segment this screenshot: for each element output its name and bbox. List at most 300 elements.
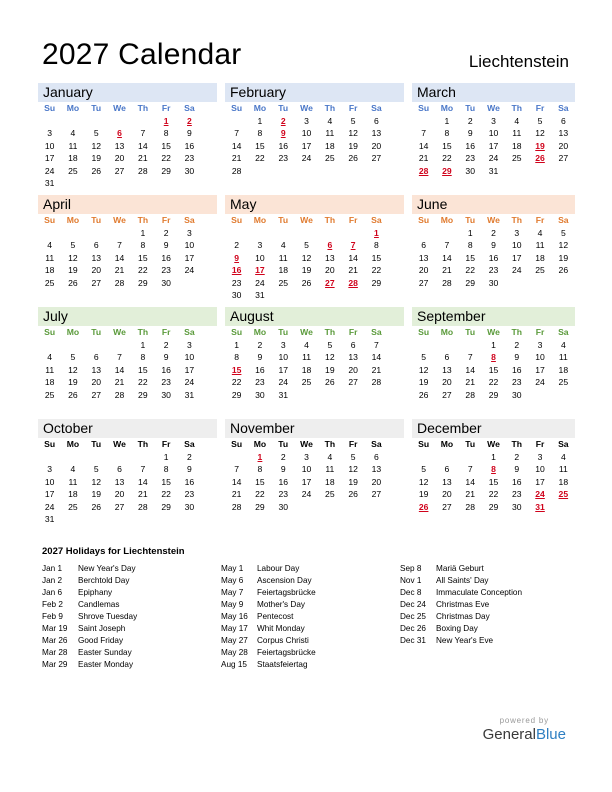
weekday-label: Sa [184,439,195,449]
day-cell: 18 [535,252,545,263]
day-cell: 11 [68,476,78,487]
empty-day [154,513,177,525]
weekday-label: We [487,439,500,449]
holiday-name: Candlemas [78,600,120,609]
day-cell: 27 [442,389,452,400]
day-cell: 25 [535,265,545,276]
day-cell: 29 [488,501,499,512]
holiday-date: May 9 [221,600,244,609]
holiday-column [400,563,522,647]
holiday-day-cell: 26 [535,153,545,164]
day-cell: 21 [114,377,125,388]
holiday-item [400,623,522,635]
empty-day [61,115,84,127]
day-cell: 2 [257,340,263,350]
holiday-item [221,623,316,635]
weekday-label: Su [44,215,56,225]
day-cell: 19 [558,252,569,263]
day-cell: 5 [421,352,427,363]
day-cell: 13 [348,352,358,363]
holiday-item [42,563,137,575]
day-cell: 28 [465,501,475,512]
empty-day [85,339,108,351]
day-cell: 21 [418,153,429,164]
day-cell: 5 [350,116,356,126]
holiday-day-cell: 6 [327,240,333,251]
day-cell: 11 [512,128,522,139]
day-cell: 5 [70,240,76,251]
day-cell: 24 [184,377,195,388]
day-cell: 6 [117,464,122,475]
empty-day [178,513,201,525]
empty-day [318,227,341,239]
brand-logo[interactable] [483,716,566,743]
week-row [412,264,575,276]
holiday-name: Immaculate Conception [436,588,523,597]
holiday-item [42,587,137,599]
day-cell: 4 [327,452,333,462]
week-row [38,476,217,488]
holiday-item [221,575,316,587]
day-cell: 12 [301,252,312,263]
weekday-label: Tu [91,327,102,337]
month-march [412,83,575,177]
day-cell: 1 [163,452,169,462]
day-cell: 20 [91,377,102,388]
week-row [38,152,217,164]
holiday-name: All Saints' Day [436,576,489,585]
powered-by-text: powered by [499,716,549,725]
day-cell: 25 [44,277,55,288]
holiday-name: Ascension Day [257,576,312,585]
day-cell: 16 [488,252,499,263]
day-cell: 21 [231,489,242,500]
weekday-label: We [487,327,500,337]
day-cell: 3 [514,228,520,238]
day-cell: 3 [304,452,309,462]
day-cell: 24 [535,377,545,388]
weekday-label: Mo [253,327,267,337]
empty-day [85,177,108,189]
weekday-label: Su [418,327,430,337]
empty-day [295,501,318,513]
day-cell: 24 [44,501,55,512]
weekday-label: Sa [558,439,569,449]
holiday-day-cell: 16 [231,265,242,276]
day-cell: 9 [514,352,520,363]
day-cell: 24 [488,153,499,164]
week-row [38,339,217,351]
holiday-name: Boxing Day [436,624,478,633]
empty-day [459,339,482,351]
day-cell: 4 [47,240,53,251]
day-cell: 11 [558,464,568,475]
day-cell: 20 [348,364,358,375]
day-cell: 10 [301,128,312,139]
day-cell: 25 [68,501,78,512]
day-cell: 7 [467,464,473,475]
empty-day [435,339,458,351]
weekday-label: Tu [278,439,289,449]
month-name: June [412,195,575,214]
empty-day [61,227,84,239]
empty-day [85,227,108,239]
day-cell: 17 [535,476,545,487]
day-cell: 11 [325,464,335,475]
weekday-label: Mo [440,439,454,449]
day-cell: 13 [325,252,335,263]
week-row [225,501,404,513]
day-cell: 27 [348,377,358,388]
day-cell: 8 [163,128,169,139]
day-cell: 8 [234,352,240,363]
day-cell: 9 [467,128,473,139]
holiday-day-cell: 25 [558,489,569,500]
day-cell: 17 [44,153,55,164]
month-november [225,419,404,513]
day-cell: 29 [161,501,171,512]
day-cell: 13 [91,364,102,375]
holiday-day-cell: 1 [163,116,169,126]
day-cell: 11 [45,252,55,263]
weekday-label: We [113,327,126,337]
day-cell: 15 [465,252,475,263]
day-cell: 21 [465,377,475,388]
holiday-item [221,647,316,659]
holiday-date: May 1 [221,564,244,573]
holiday-name: Feiertagsbrücke [257,588,316,597]
day-cell: 24 [255,277,265,288]
empty-day [412,115,435,127]
day-cell: 2 [187,452,192,462]
day-cell: 20 [558,140,569,151]
holiday-date: Feb 9 [42,612,63,621]
week-row [225,289,404,301]
day-cell: 12 [418,364,429,375]
day-cell: 2 [234,240,240,251]
day-cell: 18 [558,364,569,375]
holiday-item [42,647,137,659]
holiday-name: New Year's Eve [436,636,494,645]
weekday-label: Th [324,439,336,449]
day-cell: 13 [91,252,102,263]
day-cell: 26 [325,377,335,388]
day-cell: 16 [184,140,195,151]
weekday-label: Th [511,215,523,225]
empty-day [552,165,575,177]
holiday-item [42,635,137,647]
day-cell: 23 [255,377,265,388]
day-cell: 18 [68,153,78,164]
weekday-label: Mo [66,439,80,449]
day-cell: 13 [442,476,452,487]
day-cell: 28 [114,277,125,288]
holiday-column [42,563,137,671]
month-august [225,307,404,401]
holiday-date: May 27 [221,636,248,645]
empty-day [272,165,295,177]
day-cell: 15 [442,140,452,151]
month-may [225,195,404,301]
holiday-item [42,623,137,635]
day-cell: 2 [491,228,496,238]
day-cell: 28 [465,389,475,400]
day-cell: 1 [140,340,146,350]
day-cell: 14 [138,476,148,487]
empty-day [552,389,575,401]
day-cell: 28 [371,377,382,388]
holiday-item [221,563,316,575]
day-cell: 1 [491,340,496,350]
day-cell: 26 [68,277,78,288]
day-cell: 27 [114,501,125,512]
month-february [225,83,404,177]
day-cell: 18 [68,489,78,500]
week-row [412,451,575,463]
day-cell: 7 [117,352,122,363]
weekday-label: Th [137,103,149,113]
day-cell: 16 [511,364,522,375]
day-cell: 8 [374,240,379,251]
day-cell: 9 [491,240,496,251]
week-row [412,501,575,513]
holiday-day-cell: 24 [535,489,545,500]
empty-day [272,289,295,301]
holiday-name: Christmas Eve [436,600,490,609]
day-cell: 14 [114,364,125,375]
day-cell: 3 [491,116,496,126]
week-row [225,277,404,289]
day-cell: 10 [255,252,265,263]
day-cell: 22 [465,265,475,276]
day-cell: 4 [514,116,520,126]
day-cell: 26 [418,389,429,400]
day-cell: 8 [140,240,146,251]
day-cell: 15 [161,140,171,151]
holiday-item [42,575,137,587]
holiday-name: Mariä Geburt [436,564,484,573]
day-cell: 20 [114,153,125,164]
day-cell: 20 [325,265,335,276]
day-cell: 14 [465,476,475,487]
day-cell: 31 [255,289,265,300]
day-cell: 18 [278,265,289,276]
empty-day [85,451,108,463]
day-cell: 2 [163,228,169,238]
week-row [38,451,217,463]
week-row [38,127,217,139]
weekday-label: Tu [278,103,289,113]
holiday-name: Christmas Day [436,612,490,621]
week-row [38,239,217,251]
day-cell: 17 [301,476,312,487]
holiday-name: Shrove Tuesday [78,612,138,621]
day-cell: 25 [511,153,522,164]
empty-day [435,451,458,463]
month-june [412,195,575,289]
holiday-name: Saint Joseph [78,624,126,633]
day-cell: 18 [44,265,55,276]
day-cell: 28 [114,389,125,400]
day-cell: 5 [93,128,99,139]
day-cell: 23 [278,489,289,500]
day-cell: 14 [442,252,452,263]
holiday-date: Jan 6 [42,588,63,597]
day-cell: 11 [302,352,311,363]
day-cell: 18 [325,476,335,487]
day-cell: 22 [255,489,265,500]
week-row [225,376,404,388]
day-cell: 7 [444,240,450,251]
week-row [412,252,575,264]
day-cell: 9 [163,240,169,251]
day-cell: 29 [488,389,499,400]
day-cell: 7 [234,464,240,475]
empty-day [108,513,131,525]
weekday-label: Fr [348,439,358,449]
day-cell: 11 [325,128,335,139]
month-name: July [38,307,217,326]
day-cell: 19 [418,489,429,500]
weekday-label: Su [418,103,430,113]
weekday-label: Tu [465,327,476,337]
week-row [38,165,217,177]
holiday-date: May 16 [221,612,248,621]
week-row [225,339,404,351]
empty-day [505,165,528,177]
day-cell: 19 [348,140,358,151]
weekday-label: We [113,439,126,449]
day-cell: 25 [301,377,312,388]
day-cell: 30 [161,389,171,400]
day-cell: 9 [257,352,263,363]
day-cell: 29 [138,389,148,400]
month-name: January [38,83,217,102]
day-cell: 10 [184,352,195,363]
empty-day [435,227,458,239]
weekday-label: Th [137,327,149,337]
day-cell: 14 [114,252,125,263]
weekday-label: Tu [91,215,102,225]
day-cell: 12 [91,476,102,487]
empty-day [412,339,435,351]
day-cell: 1 [491,452,496,462]
empty-day [412,451,435,463]
day-cell: 14 [231,140,242,151]
day-cell: 13 [418,252,429,263]
day-cell: 7 [421,128,427,139]
holiday-day-cell: 31 [535,501,545,512]
empty-day [295,227,318,239]
week-row [225,227,404,239]
weekday-label: Mo [253,439,267,449]
holiday-item [42,599,137,611]
week-row [225,476,404,488]
day-cell: 10 [44,476,55,487]
day-cell: 4 [47,352,53,363]
month-name: November [225,419,404,438]
day-cell: 30 [184,165,195,176]
empty-day [108,177,131,189]
day-cell: 30 [161,277,171,288]
day-cell: 8 [257,128,263,139]
holiday-date: Feb 2 [42,600,63,609]
empty-day [225,451,248,463]
empty-day [318,389,341,401]
day-cell: 12 [558,240,569,251]
day-cell: 16 [278,140,289,151]
day-cell: 25 [325,489,335,500]
weekday-label: Sa [184,327,195,337]
weekday-label: Th [511,439,523,449]
weekday-label: Su [44,327,56,337]
day-cell: 4 [537,228,543,238]
country-name: Liechtenstein [468,52,569,71]
week-row [38,501,217,513]
week-row [225,252,404,264]
day-cell: 27 [371,153,382,164]
holiday-name: Labour Day [257,564,300,573]
day-cell: 30 [184,501,195,512]
holiday-column [221,563,316,671]
holiday-day-cell: 2 [187,116,192,126]
empty-day [528,277,551,289]
month-name: September [412,307,575,326]
day-cell: 6 [374,452,379,462]
holiday-day-cell: 9 [234,252,240,263]
holiday-item [221,659,316,671]
day-cell: 26 [301,277,312,288]
weekday-label: Th [324,215,336,225]
holiday-name: Easter Monday [78,660,134,669]
holiday-day-cell: 8 [491,352,496,363]
day-cell: 27 [371,489,382,500]
day-cell: 31 [44,513,55,524]
holiday-day-cell: 8 [491,464,496,475]
holiday-date: May 28 [221,648,248,657]
day-cell: 6 [421,240,427,251]
day-cell: 10 [535,464,545,475]
empty-day [108,115,131,127]
day-cell: 12 [68,364,78,375]
month-name: March [412,83,575,102]
day-cell: 3 [257,240,263,251]
month-name: May [225,195,404,214]
day-cell: 2 [280,452,286,462]
day-cell: 22 [161,153,171,164]
week-row [225,389,404,401]
day-cell: 25 [325,153,335,164]
empty-day [341,501,364,513]
day-cell: 4 [560,452,566,462]
day-cell: 17 [184,252,195,263]
day-cell: 29 [465,277,475,288]
day-cell: 28 [231,165,242,176]
day-cell: 30 [511,501,522,512]
month-october [38,419,217,525]
week-row [38,115,217,127]
day-cell: 20 [91,265,102,276]
day-cell: 15 [138,364,148,375]
day-cell: 3 [47,128,53,139]
day-cell: 5 [327,340,333,350]
empty-day [365,501,388,513]
day-cell: 8 [140,352,146,363]
day-cell: 23 [161,265,171,276]
day-cell: 8 [467,240,473,251]
empty-day [154,177,177,189]
weekday-label: We [300,103,313,113]
